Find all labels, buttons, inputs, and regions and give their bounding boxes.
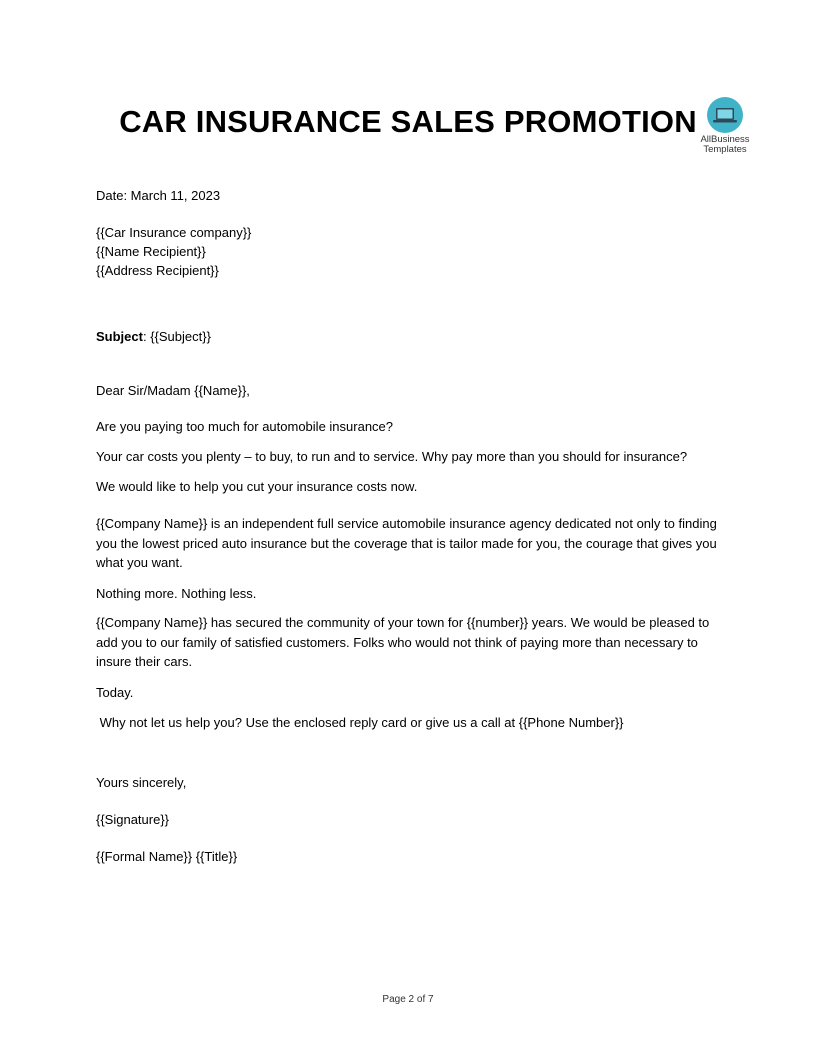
paragraph-3: We would like to help you cut your insurance costs now. (96, 479, 418, 494)
paragraph-8: Why not let us help you? Use the enclosed reply card or give us a call at {{Phone Number}} (96, 715, 624, 730)
letter-date: Date: March 11, 2023 (96, 188, 221, 203)
salutation: Dear Sir/Madam {{Name}}, (96, 383, 250, 398)
logo-text-line1: AllBusiness (700, 134, 750, 145)
signature: {{Signature}} (96, 812, 170, 827)
document-title: CAR INSURANCE SALES PROMOTION (119, 104, 697, 139)
logo-circle (707, 97, 743, 133)
closing: Yours sincerely, (96, 775, 187, 790)
paragraph-6: {{Company Name}} has secured the community of your town for {{number}} years. We would be pleased to add you to our family of satisfied customers. Folks who would not think of paying more than necessary to insure their cars. (96, 615, 710, 669)
address-line-recipient-name: {{Name Recipient}} (96, 244, 206, 259)
paragraph-7: Today. (96, 685, 134, 700)
formal-name-title: {{Formal Name}} {{Title}} (96, 849, 238, 864)
subject-line (96, 327, 211, 346)
address-line-company: {{Car Insurance company}} (96, 225, 252, 240)
logo-text-line2: Templates (703, 144, 747, 155)
paragraph-5: Nothing more. Nothing less. (96, 586, 257, 601)
page-number: Page 2 of 7 (382, 994, 434, 1005)
laptop-icon (707, 97, 743, 133)
address-line-recipient-address: {{Address Recipient}} (96, 263, 219, 278)
paragraph-4: {{Company Name}} is an independent full service automobile insurance agency dedicated not only to finding you the lowest priced auto insurance but the coverage that is tailor made for you, the courage that gives you what you want. (96, 516, 717, 570)
allbusiness-logo (695, 97, 755, 155)
paragraph-1: Are you paying too much for automobile insurance? (96, 419, 394, 434)
paragraph-2: Your car costs you plenty – to buy, to run and to service. Why pay more than you should for insurance? (96, 449, 688, 464)
subject-label: Subject (96, 329, 143, 344)
subject-value: : {{Subject}} (142, 329, 211, 344)
